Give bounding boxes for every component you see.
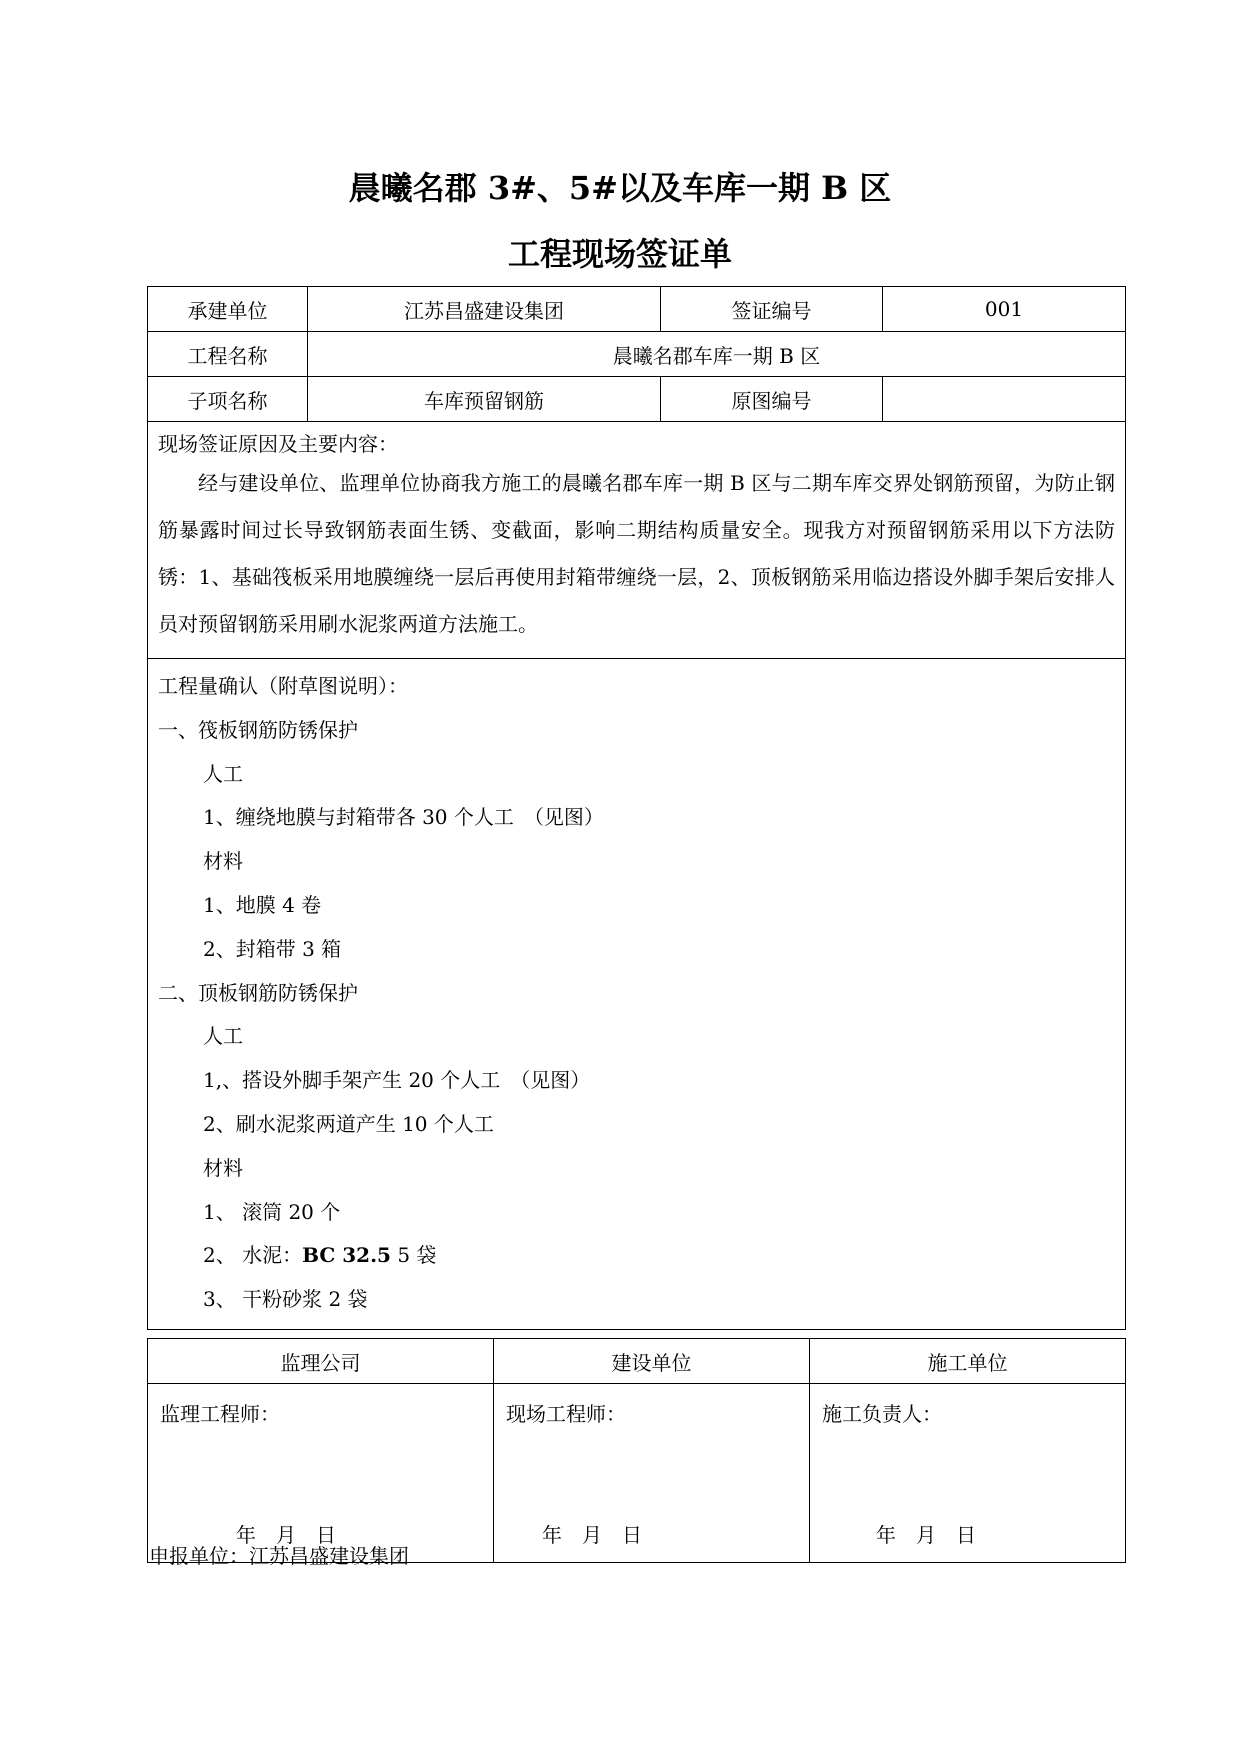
- drawing-no-value: [883, 377, 1126, 422]
- quantity-row: [148, 659, 1126, 1330]
- subitem-row: [148, 377, 1126, 422]
- section1-title: 一、筏板钢筋防锈保护: [158, 717, 358, 742]
- section2-labor-item-2: 2、刷水泥浆两道产生 10 个人工: [203, 1111, 494, 1136]
- section2-labor-label: 人工: [203, 1024, 243, 1049]
- section1-material-item-2: 2、封箱带 3 箱: [203, 936, 342, 961]
- signature-header-row: [148, 1339, 1126, 1384]
- signature-table: [147, 1338, 1126, 1563]
- document-title: 晨曦名郡 3#、5#以及车库一期 B 区: [348, 169, 892, 207]
- material-2-prefix: 2、 水泥：: [203, 1243, 303, 1268]
- quantity-heading: 工程量确认（附草图说明）：: [158, 674, 408, 698]
- reason-heading: 现场签证原因及主要内容：: [158, 432, 398, 456]
- construction-date: 年 月 日: [876, 1523, 976, 1547]
- section1-labor-item-1: 1、缠绕地膜与封箱带各 30 个人工 （见图）: [203, 805, 604, 830]
- owner-sign-cell: [494, 1384, 810, 1563]
- construction-manager-label: 施工负责人：: [822, 1402, 942, 1426]
- owner-unit-head: 建设单位: [494, 1339, 810, 1384]
- visa-no-value: 001: [883, 287, 1126, 332]
- applicant-unit: 申报单位：江苏昌盛建设集团: [149, 1544, 409, 1568]
- section1-labor-label: 人工: [203, 761, 243, 786]
- contractor-row: [148, 287, 1126, 332]
- supervision-company-head: 监理公司: [148, 1339, 494, 1384]
- project-value: 晨曦名郡车库一期 B 区: [308, 332, 1126, 377]
- section2-material-item-3: 3、 干粉砂浆 2 袋: [203, 1287, 368, 1312]
- reason-row: [148, 422, 1126, 659]
- project-label: 工程名称: [148, 332, 308, 377]
- section2-material-item-2: [158, 1234, 1115, 1278]
- section2-title: 二、顶板钢筋防锈保护: [158, 980, 358, 1005]
- document-subtitle: 工程现场签证单: [507, 235, 732, 273]
- section1-material-label: 材料: [203, 849, 243, 874]
- visa-form-table: [147, 286, 1126, 1330]
- section2-material-item-1: 1、 滚筒 20 个: [203, 1199, 341, 1224]
- supervision-sign-cell: [148, 1384, 494, 1563]
- reason-body: 经与建设单位、监理单位协商我方施工的晨曦名郡车库一期 B 区与二期车库交界处钢筋预留，为防止钢筋暴露时间过长导致钢筋表面生锈、变截面，影响二期结构质量安全。现我方对预留钢筋采用以下方法防锈：1、基础筏板采用地膜缠绕一层后再使用封箱带缠绕一层，2、顶板钢筋采用临边搭设外脚手架后安排人员对预留钢筋采用刷水泥浆两道方法施工。: [158, 471, 1115, 636]
- subitem-label: 子项名称: [148, 377, 308, 422]
- subitem-value: 车库预留钢筋: [308, 377, 661, 422]
- signature-row: [148, 1384, 1126, 1563]
- quantity-cell: [148, 659, 1126, 1330]
- drawing-no-label: 原图编号: [661, 377, 883, 422]
- contractor-label: 承建单位: [148, 287, 308, 332]
- project-row: [148, 332, 1126, 377]
- supervision-engineer-label: 监理工程师：: [160, 1402, 280, 1426]
- construction-unit-head: 施工单位: [810, 1339, 1126, 1384]
- material-2-suffix: 5 袋: [390, 1243, 437, 1268]
- supervision-date: 年 月 日: [236, 1523, 336, 1547]
- construction-sign-cell: [810, 1384, 1126, 1563]
- contractor-value: 江苏昌盛建设集团: [308, 287, 661, 332]
- owner-date: 年 月 日: [542, 1523, 642, 1547]
- site-engineer-label: 现场工程师：: [506, 1402, 626, 1426]
- section2-material-label: 材料: [203, 1155, 243, 1180]
- section1-material-item-1: 1、地膜 4 卷: [203, 892, 322, 917]
- cement-grade: BC 32.5: [302, 1243, 391, 1268]
- section2-labor-item-1: 1,、搭设外脚手架产生 20 个人工 （见图）: [203, 1068, 591, 1093]
- visa-no-label: 签证编号: [661, 287, 883, 332]
- reason-cell: [148, 422, 1126, 659]
